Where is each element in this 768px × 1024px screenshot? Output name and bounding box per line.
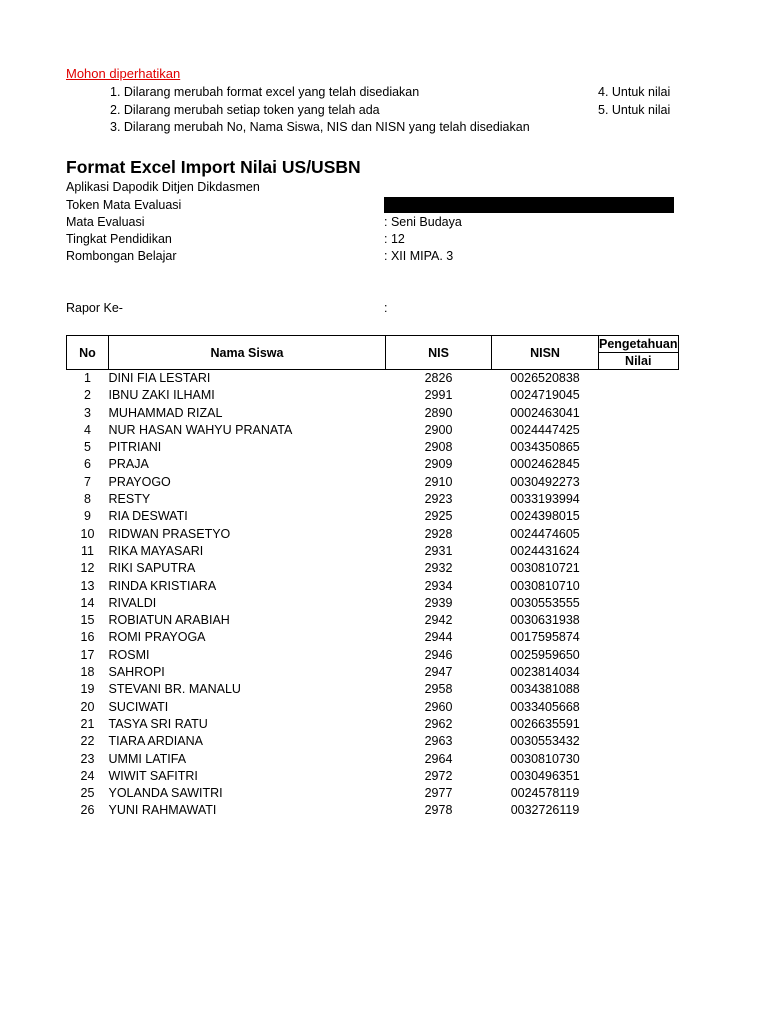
row-nisn: 0024447425: [510, 422, 580, 437]
table-row: [67, 508, 679, 525]
row-no: 12: [80, 561, 95, 576]
row-nis: 2946: [424, 647, 453, 662]
row-nis: 2928: [424, 526, 453, 541]
row-no: 26: [80, 803, 95, 818]
row-nilai-cell[interactable]: [599, 647, 679, 664]
row-nilai-cell[interactable]: [599, 595, 679, 612]
row-nilai-cell[interactable]: [599, 733, 679, 750]
token-label: Token Mata Evaluasi: [66, 198, 182, 212]
row-nilai-cell[interactable]: [599, 491, 679, 508]
table-row: [67, 699, 679, 716]
row-nisn: 0030496351: [510, 768, 580, 783]
row-nis: 2958: [424, 682, 453, 697]
table-row: [67, 716, 679, 733]
row-nilai-cell[interactable]: [599, 560, 679, 577]
row-nilai-cell[interactable]: [599, 785, 679, 802]
row-nilai-cell[interactable]: [599, 768, 679, 785]
row-nis: 2932: [424, 561, 453, 576]
row-nis: 2890: [424, 405, 453, 420]
row-nilai-cell[interactable]: [599, 439, 679, 456]
row-nama-siswa: WIWIT SAFITRI: [108, 768, 198, 783]
row-nama-siswa: RINDA KRISTIARA: [108, 578, 217, 593]
row-no: 9: [84, 509, 91, 524]
header-nis: NIS: [386, 336, 492, 370]
row-no: 7: [84, 474, 91, 489]
row-no: 18: [80, 665, 95, 680]
row-nilai-cell[interactable]: [599, 629, 679, 646]
row-nama-siswa: RIKI SAPUTRA: [108, 561, 196, 576]
row-nama-siswa: ROMI PRAYOGA: [108, 630, 206, 645]
row-nisn: 0030810710: [510, 578, 580, 593]
row-nama-siswa: RIKA MAYASARI: [108, 543, 204, 558]
row-nisn: 0023814034: [510, 665, 580, 680]
notice-item-5: 5. Untuk nilai: [598, 103, 671, 117]
table-row: [67, 456, 679, 473]
header-nilai: Nilai: [599, 353, 679, 370]
row-nis: 2934: [424, 578, 453, 593]
row-nis: 2962: [424, 716, 453, 731]
table-row: [67, 387, 679, 404]
row-nisn: 0033193994: [510, 492, 580, 507]
row-nilai-cell[interactable]: [599, 716, 679, 733]
table-row: [67, 664, 679, 681]
row-nis: 2910: [424, 474, 453, 489]
row-nama-siswa: STEVANI BR. MANALU: [108, 682, 241, 697]
row-nisn: 0024398015: [510, 509, 580, 524]
row-nisn: 0024474605: [510, 526, 580, 541]
table-row: [67, 629, 679, 646]
row-nama-siswa: IBNU ZAKI ILHAMI: [108, 388, 215, 403]
row-nilai-cell[interactable]: [599, 751, 679, 768]
row-nis: 2972: [424, 768, 453, 783]
table-row: [67, 405, 679, 422]
row-no: 15: [80, 613, 95, 628]
row-nisn: 0002463041: [510, 405, 580, 420]
row-nisn: 0030810730: [510, 751, 580, 766]
token-redaction-bar: [384, 197, 674, 213]
row-nis: 2826: [424, 371, 453, 385]
tingkat-label: Tingkat Pendidikan: [66, 232, 172, 246]
page-subtitle: Aplikasi Dapodik Ditjen Dikdasmen: [66, 180, 260, 194]
notice-title: Mohon diperhatikan: [66, 66, 181, 81]
row-no: 5: [84, 440, 91, 455]
row-nisn: 0024719045: [510, 388, 580, 403]
row-nisn: 0032726119: [510, 803, 580, 818]
table-row: [67, 612, 679, 629]
table-row: [67, 768, 679, 785]
row-nis: 2947: [424, 665, 453, 680]
table-row: [67, 560, 679, 577]
rapor-value: :: [384, 301, 388, 315]
row-nilai-cell[interactable]: [599, 370, 679, 388]
grade-table: [66, 335, 679, 820]
table-row: [67, 491, 679, 508]
row-nis: 2963: [424, 734, 453, 749]
rombel-label: Rombongan Belajar: [66, 249, 177, 263]
table-row: [67, 526, 679, 543]
row-nama-siswa: RIDWAN PRASETYO: [108, 526, 231, 541]
row-no: 4: [84, 422, 91, 437]
row-nis: 2942: [424, 613, 453, 628]
row-nama-siswa: ROSMI: [108, 647, 150, 662]
mata-evaluasi-label: Mata Evaluasi: [66, 215, 145, 229]
table-row: [67, 733, 679, 750]
row-nis: 2939: [424, 595, 453, 610]
row-nama-siswa: PITRIANI: [108, 440, 162, 455]
row-no: 17: [80, 647, 95, 662]
row-nama-siswa: TIARA ARDIANA: [108, 734, 203, 749]
mata-evaluasi-value: : Seni Budaya: [384, 215, 462, 229]
notice-item-3: 3. Dilarang merubah No, Nama Siswa, NIS dan NISN yang telah disediakan: [110, 120, 530, 134]
notice-item-4: 4. Untuk nilai: [598, 85, 671, 99]
row-nisn: 0030631938: [510, 613, 580, 628]
row-no: 13: [80, 578, 95, 593]
row-nilai-cell[interactable]: [599, 612, 679, 629]
row-no: 14: [80, 595, 95, 610]
row-nilai-cell[interactable]: [599, 699, 679, 716]
row-nilai-cell[interactable]: [599, 526, 679, 543]
row-nilai-cell[interactable]: [599, 543, 679, 560]
row-nama-siswa: TASYA SRI RATU: [108, 716, 208, 731]
table-row: [67, 751, 679, 768]
table-row: [67, 802, 679, 819]
page-title: Format Excel Import Nilai US/USBN: [66, 157, 361, 177]
row-nisn: 0025959650: [510, 647, 580, 662]
table-row: [67, 785, 679, 802]
row-no: 21: [80, 716, 95, 731]
row-nisn: 0033405668: [510, 699, 580, 714]
row-nisn: 0030810721: [510, 561, 580, 576]
header-no: No: [67, 336, 109, 370]
row-nilai-cell[interactable]: [599, 422, 679, 439]
notice-item-1: 1. Dilarang merubah format excel yang telah disediakan: [110, 85, 420, 99]
row-no: 6: [84, 457, 91, 472]
row-no: 25: [80, 786, 95, 801]
row-nilai-cell[interactable]: [599, 456, 679, 473]
grade-table-body: [67, 370, 679, 820]
tingkat-value: : 12: [384, 232, 405, 246]
table-row: [67, 474, 679, 491]
row-no: 1: [84, 371, 91, 385]
row-nama-siswa: SUCIWATI: [108, 699, 169, 714]
header-nisn: NISN: [492, 336, 599, 370]
table-row: [67, 370, 679, 388]
notice-item-2: 2. Dilarang merubah setiap token yang telah ada: [110, 103, 380, 117]
row-nisn: 0017595874: [510, 630, 580, 645]
row-nis: 2978: [424, 803, 453, 818]
row-nisn: 0024578119: [510, 786, 580, 801]
row-nisn: 0030492273: [510, 474, 580, 489]
row-nis: 2944: [424, 630, 453, 645]
row-nama-siswa: YUNI RAHMAWATI: [108, 803, 217, 818]
rombel-value: : XII MIPA. 3: [384, 249, 454, 263]
row-nama-siswa: ROBIATUN ARABIAH: [108, 613, 230, 628]
row-nis: 2960: [424, 699, 453, 714]
row-no: 20: [80, 699, 95, 714]
row-no: 22: [80, 734, 95, 749]
table-row: [67, 439, 679, 456]
row-nis: 2908: [424, 440, 453, 455]
row-nama-siswa: DINI FIA LESTARI: [108, 371, 211, 385]
row-nama-siswa: RESTY: [108, 492, 151, 507]
row-nama-siswa: RIA DESWATI: [108, 509, 188, 524]
table-row: [67, 578, 679, 595]
row-nama-siswa: MUHAMMAD RIZAL: [108, 405, 223, 420]
row-nisn: 0026520838: [510, 371, 580, 385]
row-nis: 2925: [424, 509, 453, 524]
header-nama: Nama Siswa: [109, 336, 386, 370]
header-pengetahuan: Pengetahuan: [599, 337, 678, 351]
row-nis: 2991: [424, 388, 453, 403]
row-nilai-cell[interactable]: [599, 578, 679, 595]
rapor-label: Rapor Ke-: [66, 301, 123, 315]
row-no: 19: [80, 682, 95, 697]
row-no: 23: [80, 751, 95, 766]
row-nis: 2900: [424, 422, 453, 437]
row-nama-siswa: UMMI LATIFA: [108, 751, 187, 766]
row-nama-siswa: SAHROPI: [108, 665, 165, 680]
row-nilai-cell[interactable]: [599, 387, 679, 404]
row-nisn: 0034381088: [510, 682, 580, 697]
row-no: 11: [81, 543, 94, 558]
row-nis: 2964: [424, 751, 453, 766]
row-no: 2: [84, 388, 91, 403]
row-nilai-cell[interactable]: [599, 681, 679, 698]
row-no: 3: [84, 405, 91, 420]
row-nis: 2923: [424, 492, 453, 507]
row-nilai-cell[interactable]: [599, 474, 679, 491]
row-nama-siswa: PRAJA: [108, 457, 149, 472]
row-nisn: 0030553432: [510, 734, 580, 749]
row-nisn: 0026635591: [510, 716, 580, 731]
table-row: [67, 422, 679, 439]
row-no: 16: [80, 630, 95, 645]
row-nama-siswa: NUR HASAN WAHYU PRANATA: [108, 422, 293, 437]
row-nis: 2909: [424, 457, 453, 472]
row-nisn: 0024431624: [510, 543, 580, 558]
row-nilai-cell[interactable]: [599, 508, 679, 525]
row-nilai-cell[interactable]: [599, 405, 679, 422]
row-nama-siswa: PRAYOGO: [108, 474, 171, 489]
table-row: [67, 595, 679, 612]
row-nama-siswa: YOLANDA SAWITRI: [108, 786, 223, 801]
row-nisn: 0030553555: [510, 595, 580, 610]
row-nisn: 0002462845: [510, 457, 580, 472]
row-nis: 2931: [424, 543, 453, 558]
row-nis: 2977: [424, 786, 453, 801]
row-nisn: 0034350865: [510, 440, 580, 455]
row-nama-siswa: RIVALDI: [108, 595, 157, 610]
table-row: [67, 681, 679, 698]
row-no: 8: [84, 492, 91, 507]
row-no: 24: [80, 768, 95, 783]
row-nilai-cell[interactable]: [599, 802, 679, 819]
table-row: [67, 647, 679, 664]
row-no: 10: [80, 526, 95, 541]
table-row: [67, 543, 679, 560]
row-nilai-cell[interactable]: [599, 664, 679, 681]
